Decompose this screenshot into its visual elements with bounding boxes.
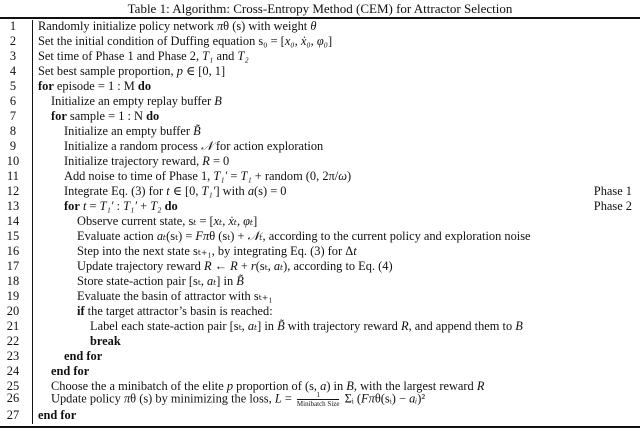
- line-text: [64, 124, 201, 139]
- math-symbol: R: [202, 154, 210, 168]
- line-text: [38, 408, 76, 423]
- line-number: 3: [9, 49, 17, 63]
- algorithm-line: [0, 214, 640, 229]
- text-span: = 0: [209, 154, 230, 168]
- math-symbol: a: [247, 184, 255, 198]
- text-span: ] in: [257, 319, 278, 333]
- keyword: do: [146, 109, 160, 123]
- phase-label: Phase 1: [593, 184, 632, 198]
- algorithm-line: [0, 154, 640, 169]
- text-span: Integrate Eq. (3) for: [64, 184, 167, 198]
- text-span: episode = 1 : M: [53, 79, 138, 93]
- algorithm-line: [0, 349, 640, 364]
- math-symbol: Fπ: [361, 391, 375, 406]
- math-symbol: B: [346, 379, 354, 393]
- text-span: Initialize trajectory reward,: [64, 154, 203, 168]
- line-number: 16: [6, 244, 20, 258]
- text-span: Set time of Phase 1 and Phase 2,: [38, 49, 203, 63]
- algorithm-line: [0, 199, 640, 214]
- line-number: 4: [9, 64, 17, 78]
- algorithm-line: [0, 229, 640, 244]
- text-span: ∈ [0,: [169, 184, 202, 198]
- line-text: [51, 364, 89, 379]
- algorithm-line: [0, 109, 640, 124]
- line-text: [38, 79, 151, 94]
- text-span: Step into the next state sₜ₊₁, by integrating Eq. (3) for Δ: [77, 244, 354, 258]
- algorithm-line: [0, 49, 640, 64]
- phase-label: Phase 2: [593, 199, 632, 213]
- math-symbol: t: [166, 184, 170, 198]
- text-span: ] with: [215, 184, 248, 198]
- text-span: Observe current state, s: [77, 214, 194, 228]
- math-symbol: x₀, ẋ₀, φ₀: [284, 34, 328, 48]
- algorithm-line: [0, 124, 640, 139]
- text-span: =: [86, 199, 100, 213]
- keyword: if: [77, 304, 85, 318]
- text-span: ) in: [326, 379, 347, 393]
- math-symbol: B̃: [193, 124, 201, 138]
- text-span: (sₜ,: [255, 259, 274, 273]
- text-span: + random (0, 2π/: [251, 169, 339, 183]
- line-number: 8: [9, 124, 17, 138]
- line-number: 19: [6, 289, 20, 303]
- text-span: (sₜ) =: [166, 229, 196, 243]
- text-span: Store state-action pair [sₜ,: [77, 274, 208, 288]
- math-symbol: ₜ: [193, 214, 197, 228]
- line-number: 17: [6, 259, 20, 273]
- text-span: Choose the a minibatch of the elite: [51, 379, 227, 393]
- fraction: [297, 391, 340, 408]
- line-text: [38, 64, 225, 79]
- line-number: 15: [6, 229, 20, 243]
- math-symbol: T₁′: [201, 184, 216, 198]
- math-symbol: a: [320, 379, 327, 393]
- math-symbol: R: [400, 319, 409, 333]
- algorithm-line: [0, 391, 640, 406]
- algorithm-line: [0, 319, 640, 334]
- line-text: [64, 169, 351, 184]
- text-span: Set the initial condition of Duffing equation s₀ = [: [38, 34, 285, 48]
- line-text: [64, 349, 102, 364]
- line-text: [64, 199, 178, 214]
- line-number: 12: [6, 184, 20, 198]
- line-number: 2: [9, 34, 17, 48]
- keyword: for: [38, 79, 54, 93]
- algorithm-line: [0, 79, 640, 94]
- text-span: Evaluate the basin of attractor with sₜ₊₁: [77, 289, 273, 303]
- line-text: [77, 289, 273, 304]
- text-span: and: [213, 49, 238, 63]
- math-symbol: B: [515, 319, 523, 333]
- line-text: [38, 34, 332, 49]
- math-symbol: T₁′: [123, 199, 138, 213]
- math-symbol: B: [214, 94, 222, 108]
- line-text: [38, 49, 249, 64]
- line-text: [64, 139, 323, 154]
- text-span: Update policy: [51, 391, 124, 406]
- line-number: 9: [9, 139, 17, 153]
- line-number: 23: [6, 349, 20, 363]
- line-number: 24: [6, 364, 20, 378]
- math-symbol: T₂: [150, 199, 162, 213]
- text-span: Label each state-action pair [sₜ,: [90, 319, 248, 333]
- line-text: [38, 19, 316, 34]
- math-symbol: aᵢ: [409, 391, 418, 406]
- line-number: 22: [6, 334, 20, 348]
- math-symbol: xₜ, ẋₜ, φₜ: [213, 214, 254, 228]
- line-text: [51, 109, 159, 124]
- math-symbol: B̃: [236, 274, 244, 288]
- line-number: 25: [6, 379, 20, 393]
- text-span: Add noise to time of Phase 1,: [64, 169, 214, 183]
- math-symbol: p: [226, 379, 234, 393]
- text-span: Evaluate action: [77, 229, 157, 243]
- text-span: Set best sample proportion,: [38, 64, 177, 78]
- algorithm-line: [0, 34, 640, 49]
- text-span: =: [227, 169, 241, 183]
- math-symbol: t: [82, 199, 87, 213]
- text-span: Randomly initialize policy network: [38, 19, 217, 33]
- math-symbol: aₜ: [247, 319, 258, 333]
- line-number: 27: [6, 408, 20, 422]
- text-span: , and append them to: [408, 319, 516, 333]
- line-text: [77, 274, 244, 289]
- keyword: end for: [38, 408, 77, 422]
- line-number: 10: [6, 154, 20, 168]
- text-span: for action exploration: [212, 139, 324, 153]
- math-symbol: ω: [338, 169, 347, 183]
- algorithm-line: [0, 244, 640, 259]
- line-number: 14: [6, 214, 20, 228]
- text-span: θ (s) with weight: [223, 19, 311, 33]
- math-symbol: Fπ: [195, 229, 210, 243]
- algorithm-line: [0, 259, 640, 274]
- fraction-denominator: Minibatch Size: [296, 400, 340, 408]
- keyword: do: [164, 199, 178, 213]
- text-span: )²: [417, 391, 426, 406]
- math-symbol: B̃: [277, 319, 285, 333]
- math-symbol: θ: [310, 19, 317, 33]
- text-span: +: [237, 259, 251, 273]
- math-symbol: π: [123, 391, 131, 406]
- text-span: Initialize an empty buffer: [64, 124, 194, 138]
- line-text: [77, 244, 357, 259]
- math-symbol: R: [230, 259, 238, 273]
- line-number: 6: [9, 94, 17, 108]
- algorithm-line: [0, 334, 640, 349]
- text-span: ): [346, 169, 352, 183]
- math-symbol: r: [250, 259, 256, 273]
- line-number: 13: [6, 199, 20, 213]
- line-text: [64, 154, 229, 169]
- math-symbol: π: [216, 19, 224, 33]
- line-text: [90, 334, 121, 349]
- text-span: ), according to Eq. (4): [283, 259, 393, 273]
- line-text: [51, 391, 425, 408]
- keyword: for: [51, 109, 67, 123]
- text-span: Σᵢ (: [341, 391, 362, 406]
- text-span: sample = 1 : N: [66, 109, 147, 123]
- math-symbol: aₜ: [156, 229, 167, 243]
- text-span: :: [113, 199, 124, 213]
- text-span: with trajectory reward: [284, 319, 401, 333]
- line-number: 26: [6, 391, 20, 405]
- math-symbol: 𝒩: [200, 139, 213, 153]
- math-symbol: L: [274, 391, 282, 406]
- algorithm-line: [0, 364, 640, 379]
- keyword: end for: [51, 364, 90, 378]
- text-span: Initialize an empty replay buffer: [51, 94, 215, 108]
- math-symbol: T₁: [240, 169, 252, 183]
- text-span: θ (sₜ) +: [209, 229, 248, 243]
- algorithm-line: [0, 64, 640, 79]
- text-span: , with the largest reward: [353, 379, 477, 393]
- line-text: [77, 259, 393, 274]
- algorithm-line: [0, 408, 640, 423]
- math-symbol: aₜ: [273, 259, 284, 273]
- algorithm-line: [0, 274, 640, 289]
- math-symbol: T₂: [237, 49, 249, 63]
- line-text: [77, 304, 273, 319]
- text-span: = [: [196, 214, 214, 228]
- text-span: θ(sᵢ) −: [374, 391, 410, 406]
- line-number: 7: [9, 109, 17, 123]
- math-symbol: p: [176, 64, 183, 78]
- algorithm-line: [0, 94, 640, 109]
- text-span: ∈ [0, 1]: [182, 64, 226, 78]
- algorithm-line: [0, 184, 640, 199]
- math-symbol: aₜ: [207, 274, 217, 288]
- algorithm-line: [0, 139, 640, 154]
- line-text: [51, 94, 222, 109]
- line-text: [77, 229, 531, 244]
- math-symbol: R: [476, 379, 485, 393]
- fraction-numerator: 1: [297, 391, 340, 400]
- math-symbol: R: [203, 259, 212, 273]
- math-symbol: T₁′: [99, 199, 114, 213]
- line-number: 21: [6, 319, 20, 333]
- algorithm-line: [0, 289, 640, 304]
- text-span: θ (s) by minimizing the loss,: [130, 391, 275, 406]
- bottom-rule: [0, 426, 640, 428]
- math-symbol: 𝒩ₜ: [247, 229, 263, 243]
- text-span: (s) = 0: [254, 184, 287, 198]
- text-span: the target attractor’s basin is reached:: [84, 304, 273, 318]
- text-span: ←: [211, 259, 231, 273]
- keyword: do: [137, 79, 152, 93]
- line-number: 20: [6, 304, 20, 318]
- algorithm-line: [0, 169, 640, 184]
- keyword: for: [64, 199, 80, 213]
- algorithm-line: [0, 304, 640, 319]
- line-number: 1: [9, 19, 17, 33]
- text-span: ]: [327, 34, 333, 48]
- text-span: ]: [253, 214, 258, 228]
- text-span: +: [137, 199, 151, 213]
- line-text: [64, 184, 286, 199]
- math-symbol: T₁′: [213, 169, 228, 183]
- algorithm-line: [0, 19, 640, 34]
- math-symbol: t: [353, 244, 357, 258]
- line-text: [90, 319, 523, 334]
- line-number: 11: [7, 169, 19, 183]
- line-number: 5: [9, 79, 17, 93]
- line-number: 18: [6, 274, 20, 288]
- text-span: Initialize a random process: [64, 139, 201, 153]
- text-span: =: [281, 391, 295, 406]
- text-span: Update trajectory reward: [77, 259, 204, 273]
- keyword: break: [90, 334, 121, 348]
- math-symbol: T₁: [202, 49, 214, 63]
- text-span: , according to the current policy and exploration noise: [262, 229, 531, 243]
- keyword: end for: [64, 349, 103, 363]
- line-text: [77, 214, 257, 229]
- text-span: proportion of (s,: [233, 379, 321, 393]
- text-span: ] in: [216, 274, 237, 288]
- table-caption: Table 1: Algorithm: Cross-Entropy Method (CEM) for Attractor Selection: [127, 1, 513, 16]
